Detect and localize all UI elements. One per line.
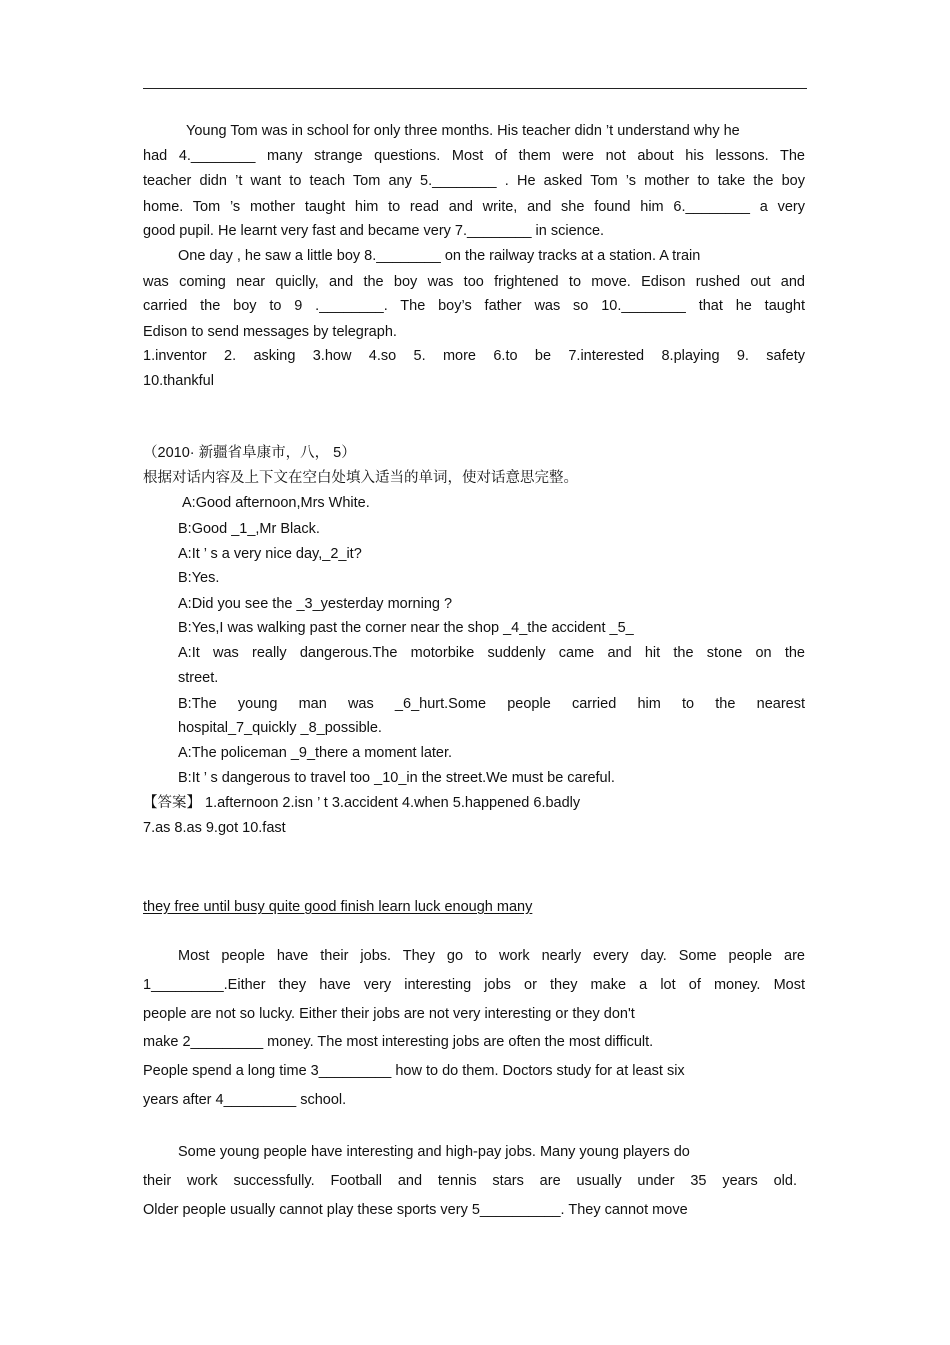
dialogue-line-6: B:Yes,I was walking past the corner near the shop _4_the accident _5_ [178, 620, 634, 636]
dialogue-line-9: B:The young man was _6_hurt.Some people carried him to the nearest [178, 696, 805, 712]
dialogue-line-5: A:Did you see the _3_yesterday morning ? [178, 596, 453, 612]
dialogue-line-10: hospital_7_quickly _8_possible. [178, 720, 382, 736]
dialogue-line-3: A:It ’ s a very nice day,_2_it? [178, 546, 362, 562]
header-rule [143, 88, 807, 89]
word-bank: they free until busy quite good finish learn luck enough many [143, 899, 533, 915]
p3-line-1: Most people have their jobs. They go to work nearly every day. Some people are [178, 948, 805, 964]
p1-line-3: teacher didn ’t want to teach Tom any 5.________ . He asked Tom ’s mother to take the boy [143, 173, 805, 189]
p3-line-4: make 2_________ money. The most interesting jobs are often the most difficult. [143, 1034, 654, 1050]
p1-line-2: had 4.________ many strange questions. Most of them were not about his lessons. The [143, 148, 805, 164]
q2-instruction: 根据对话内容及上下文在空白处填入适当的单词，使对话意思完整。 [143, 470, 578, 486]
p4-line-2: their work successfully. Football and tennis stars are usually under 35 years old. [143, 1173, 797, 1189]
p1-line-4: home. Tom ’s mother taught him to read and write, and she found him 6.________ a very [143, 199, 805, 215]
p3-line-2: 1_________.Either they have very interesting jobs or they make a lot of money. Most [143, 977, 805, 993]
q2-source: （2010· 新疆省阜康市，八， 5） [143, 445, 356, 461]
dialogue-line-1: A:Good afternoon,Mrs White. [182, 495, 370, 511]
p4-line-1: Some young people have interesting and high-pay jobs. Many young players do [178, 1144, 690, 1160]
dialogue-line-11: A:The policeman _9_there a moment later. [178, 745, 453, 761]
dialogue-line-7: A:It was really dangerous.The motorbike suddenly came and hit the stone on the [178, 645, 805, 661]
dialogue-line-12: B:It ’ s dangerous to travel too _10_in the street.We must be careful. [178, 770, 615, 786]
answers-2-line-1: 【答案】 1.afternoon 2.isn ’ t 3.accident 4.when 5.happened 6.badly [143, 795, 581, 811]
p1-line-8: carried the boy to 9 .________. The boy’s father was so 10.________ that he taught [143, 298, 805, 314]
p4-line-3: Older people usually cannot play these sports very 5__________. They cannot move [143, 1202, 688, 1218]
p1-line-6: One day , he saw a little boy 8.________ on the railway tracks at a station. A train [178, 248, 701, 264]
p1-line-7: was coming near quiclly, and the boy was too frightened to move. Edison rushed out and [143, 274, 805, 290]
p1-line-5: good pupil. He learnt very fast and became very 7.________ in science. [143, 223, 605, 239]
p1-line-1: Young Tom was in school for only three months. His teacher didn ’t understand why he [186, 123, 740, 139]
dialogue-line-2: B:Good _1_,Mr Black. [178, 521, 320, 537]
p1-answers: 1.inventor 2. asking 3.how 4.so 5. more 6.to be 7.interested 8.playing 9. safety [143, 348, 805, 364]
p3-line-3: people are not so lucky. Either their jobs are not very interesting or they don't [143, 1006, 635, 1022]
answers-2-line-2: 7.as 8.as 9.got 10.fast [143, 820, 286, 836]
dialogue-line-8: street. [178, 670, 219, 686]
p3-line-5: People spend a long time 3_________ how to do them. Doctors study for at least six [143, 1063, 685, 1079]
p3-line-6: years after 4_________ school. [143, 1092, 347, 1108]
p1-answers-cont: 10.thankful [143, 373, 214, 389]
dialogue-line-4: B:Yes. [178, 570, 220, 586]
p1-line-9: Edison to send messages by telegraph. [143, 324, 397, 340]
